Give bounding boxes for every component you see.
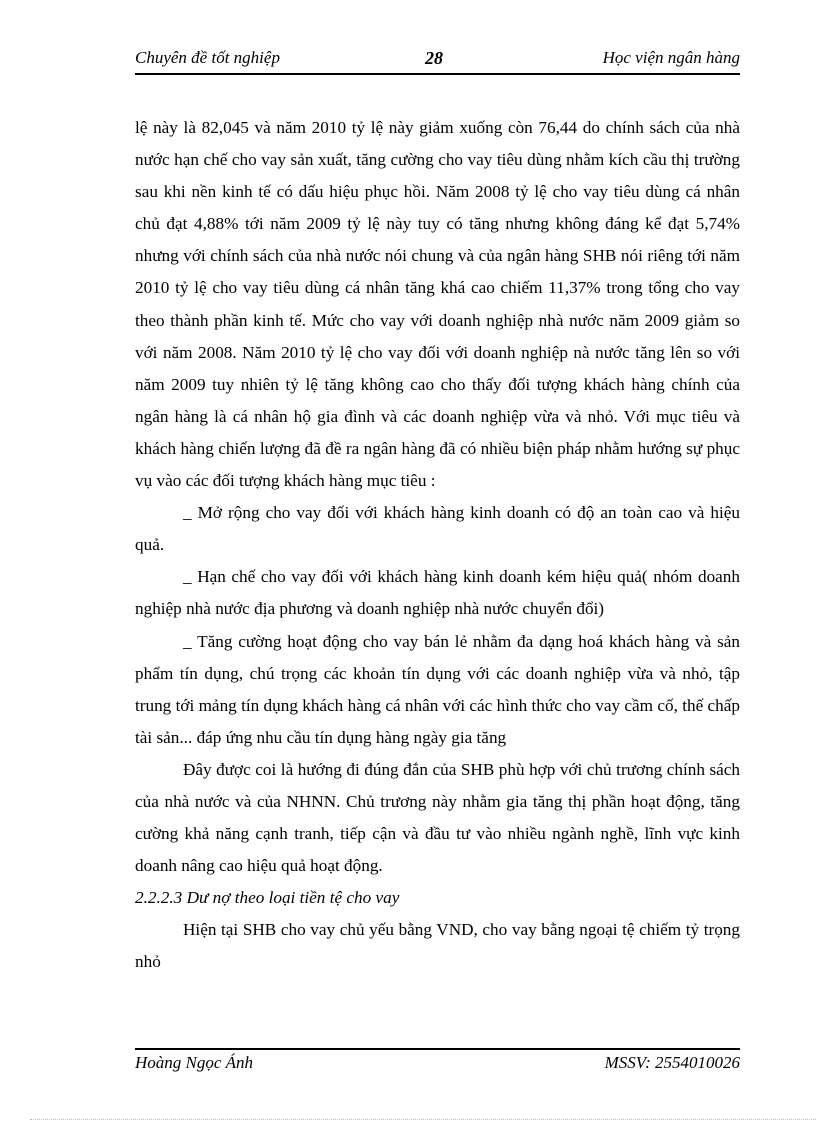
page-footer xyxy=(135,1053,740,1077)
page-header xyxy=(135,46,740,72)
page-number: 28 xyxy=(425,48,443,68)
section-heading: 2.2.2.3 Dư nợ theo loại tiền tệ cho vay xyxy=(135,888,400,908)
header-document-type: Chuyên đề tốt nghiệp xyxy=(135,48,280,67)
paragraph-direction: Đây được coi là hướng đi đúng đắn của SHB phù hợp với chủ trương chính sách của nhà nước và của NHNN. Chủ trương này nhằm gia tăng thị phần hoạt động, tăng cường khả năng cạnh tranh, tiếp cận và đầu tư vào nhiều ngành nghề, lĩnh vực kinh doanh nâng cao hiệu quả hoạt động. xyxy=(135,759,740,876)
footer-student-id: MSSV: 2554010026 xyxy=(604,1053,740,1072)
bullet-retail-lending: _ Tăng cường hoạt động cho vay bán lẻ nhằm đa dạng hoá khách hàng và sản phẩm tín dụng, chú trọng các khoản tín dụng với các doanh nghiệp vừa và nhỏ, tập trung tới mảng tín dụng khách hàng cá nhân với các hình thức cho vay cầm cố, thế chấp tài sản... đáp ứng nhu cầu tín dụng hàng ngày gia tăng xyxy=(135,631,740,747)
bullet-expand-lending: _ Mở rộng cho vay đối với khách hàng kinh doanh có độ an toàn cao và hiệu quả. xyxy=(135,503,740,555)
bullet-limit-lending: _ Hạn chế cho vay đối với khách hàng kinh doanh kém hiệu quả( nhóm doanh nghiệp nhà nước địa phương và doanh nghiệp nhà nước chuyển đổi) xyxy=(135,567,740,619)
header-institution: Học viện ngân hàng xyxy=(602,48,740,67)
header-divider xyxy=(135,73,740,75)
paragraph-continuation: lệ này là 82,045 và năm 2010 tỷ lệ này giảm xuống còn 76,44 do chính sách của nhà nước hạn chế cho vay sản xuất, tăng cường cho vay tiêu dùng nhằm kích cầu thị trường sau khi nền kinh tế có dấu hiệu phục hồi. Năm 2008 tỷ lệ cho vay tiêu dùng cá nhân chủ đạt 4,88% tới năm 2009 tỷ lệ này tuy có tăng nhưng không đáng kể đạt 5,74% nhưng với chính sách của nhà nước nói chung và của ngân hàng SHB nói riêng tới năm 2010 tỷ lệ cho vay tiêu dùng cá nhân tăng khá cao chiếm 11,37% trong tổng cho vay theo thành phần kinh tế. Mức cho vay với doanh nghiệp nhà nước năm 2009 giảm so với năm 2008. Năm 2010 tỷ lệ cho vay đối với doanh nghiệp nà nước tăng lên so với năm 2009 tuy nhiên tỷ lệ tăng không cao cho thấy đối tượng khách hàng chính của ngân hàng là cá nhân hộ gia đình và các doanh nghiệp vừa và nhỏ. Với mục tiêu và khách hàng chiến lượng đã đề ra ngân hàng đã có nhiều biện pháp nhằm hướng sự phục vụ vào các đối tượng khách hàng mục tiêu : xyxy=(135,118,740,491)
page-edge-divider xyxy=(30,1119,816,1120)
page-body xyxy=(135,112,740,979)
paragraph-currency-lending: Hiện tại SHB cho vay chủ yếu bằng VND, cho vay bằng ngoại tệ chiếm tỷ trọng nhỏ xyxy=(135,920,740,972)
footer-divider xyxy=(135,1048,740,1050)
footer-author: Hoàng Ngọc Ánh xyxy=(135,1053,254,1072)
